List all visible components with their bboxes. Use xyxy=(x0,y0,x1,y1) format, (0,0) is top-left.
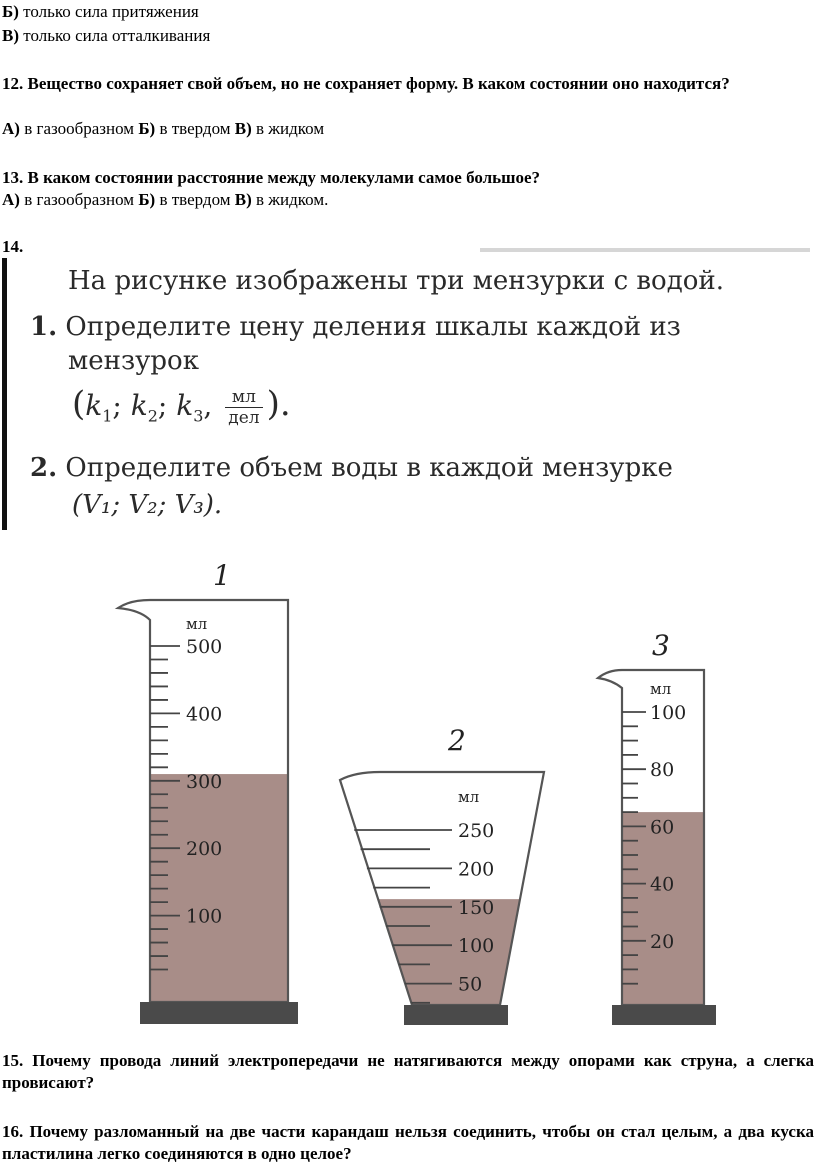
scale-label: 250 xyxy=(458,820,495,842)
cylinder-1-unit: мл xyxy=(186,615,208,633)
cylinder-1-water xyxy=(150,774,288,1002)
cylinder-1-base xyxy=(140,1002,298,1024)
scale-label: 200 xyxy=(458,858,495,881)
answer-text: в твердом xyxy=(155,119,235,138)
cylinders-figure xyxy=(0,550,816,1050)
fraction-denominator: дел xyxy=(228,408,260,428)
task-2-text: Определите объем воды в каждой мензурке xyxy=(65,453,673,483)
answer-text: в твердом xyxy=(155,190,235,209)
answer-text: только сила отталкивания xyxy=(19,26,211,45)
cylinder-1-label: 1 xyxy=(213,559,231,592)
answer-label: А) xyxy=(2,119,20,138)
answer-text: в газообразном xyxy=(19,119,139,138)
cylinder-3 xyxy=(598,629,716,1025)
formula-sep: , xyxy=(203,389,213,422)
cylinder-2 xyxy=(340,724,544,1025)
formula-sub: 1 xyxy=(102,406,113,426)
cylinder-2-base xyxy=(404,1005,508,1025)
question-12: 12. Вещество сохраняет свой объем, но не сохраняет форму. В каком состоянии оно находится? xyxy=(2,74,730,93)
question-13: 13. В каком состоянии расстояние между молекулами самое большое? xyxy=(2,168,541,187)
answer-label: В) xyxy=(234,119,252,138)
formula-fraction xyxy=(225,387,262,428)
question-16: 16. Почему разломанный на две части карандаш нельзя соединить, чтобы он стал целым, а два куска пластилина легко соединяются в одно целое? xyxy=(2,1122,814,1163)
cylinder-1 xyxy=(118,559,298,1024)
answer-label: Б) xyxy=(2,2,19,21)
formula-k1: k xyxy=(85,389,103,422)
scan-margin-bar xyxy=(2,258,7,530)
scale-label: 100 xyxy=(650,702,687,724)
scale-label: 50 xyxy=(458,973,483,996)
task-2-number: 2. xyxy=(30,453,58,483)
cylinder-2-label: 2 xyxy=(448,724,466,757)
scan-edge xyxy=(480,248,810,252)
formula-sub: 2 xyxy=(147,406,158,426)
task-1-line2: мензурок xyxy=(68,346,199,376)
answer-label: В) xyxy=(234,190,252,209)
answer-text: только сила притяжения xyxy=(18,2,199,21)
question-12-answers xyxy=(2,119,324,139)
scale-label: 500 xyxy=(186,636,223,658)
answer-label: Б) xyxy=(138,190,156,209)
scale-label: 80 xyxy=(650,759,675,782)
formula-k3: k xyxy=(176,389,194,422)
task-intro: На рисунке изображены три мензурки с водой. xyxy=(68,266,724,296)
formula-paren: ). xyxy=(266,384,291,424)
task-1-text: Определите цену деления шкалы каждой из xyxy=(65,312,681,342)
answer-line-b xyxy=(2,2,199,22)
scale-label: 300 xyxy=(186,770,223,793)
fraction-numerator: мл xyxy=(225,387,262,408)
task-2 xyxy=(30,453,673,483)
task-2-formula: (V₁; V₂; V₃). xyxy=(72,490,223,520)
scale-label: 150 xyxy=(458,896,495,919)
cylinder-2-unit: мл xyxy=(458,788,480,806)
formula-k2: k xyxy=(130,389,148,422)
scale-label: 40 xyxy=(650,873,675,896)
task-1-formula xyxy=(72,384,291,428)
scale-label: 400 xyxy=(186,703,223,726)
question-number: 14. xyxy=(2,237,24,256)
question-13-answers xyxy=(2,190,328,210)
scale-label: 60 xyxy=(650,816,675,839)
cylinder-2-water xyxy=(378,896,520,1005)
task-1 xyxy=(30,312,681,342)
answer-line-v xyxy=(2,26,210,46)
answer-label: Б) xyxy=(138,119,156,138)
cylinder-3-unit: мл xyxy=(650,680,672,698)
answer-text: в газообразном xyxy=(19,190,139,209)
answer-label: В) xyxy=(2,26,19,45)
formula-sep: ; xyxy=(112,389,131,422)
answer-text: в жидком xyxy=(251,119,325,138)
task-1-number: 1. xyxy=(30,312,58,342)
cylinder-3-label: 3 xyxy=(652,629,670,662)
scale-label: 200 xyxy=(186,838,223,861)
answer-label: А) xyxy=(2,190,20,209)
formula-paren: ( xyxy=(72,384,86,424)
formula-sep: ; xyxy=(157,389,177,422)
cylinder-3-base xyxy=(612,1005,716,1025)
question-14-number xyxy=(2,237,23,257)
scale-label: 100 xyxy=(186,905,223,928)
scale-label: 100 xyxy=(458,935,495,958)
answer-text: в жидком. xyxy=(251,190,329,209)
question-15: 15. Почему провода линий электропередачи не натягиваются между опорами как струна, а слегка провисают? xyxy=(2,1051,814,1092)
scale-label: 20 xyxy=(650,930,675,953)
formula-sub: 3 xyxy=(193,406,204,426)
